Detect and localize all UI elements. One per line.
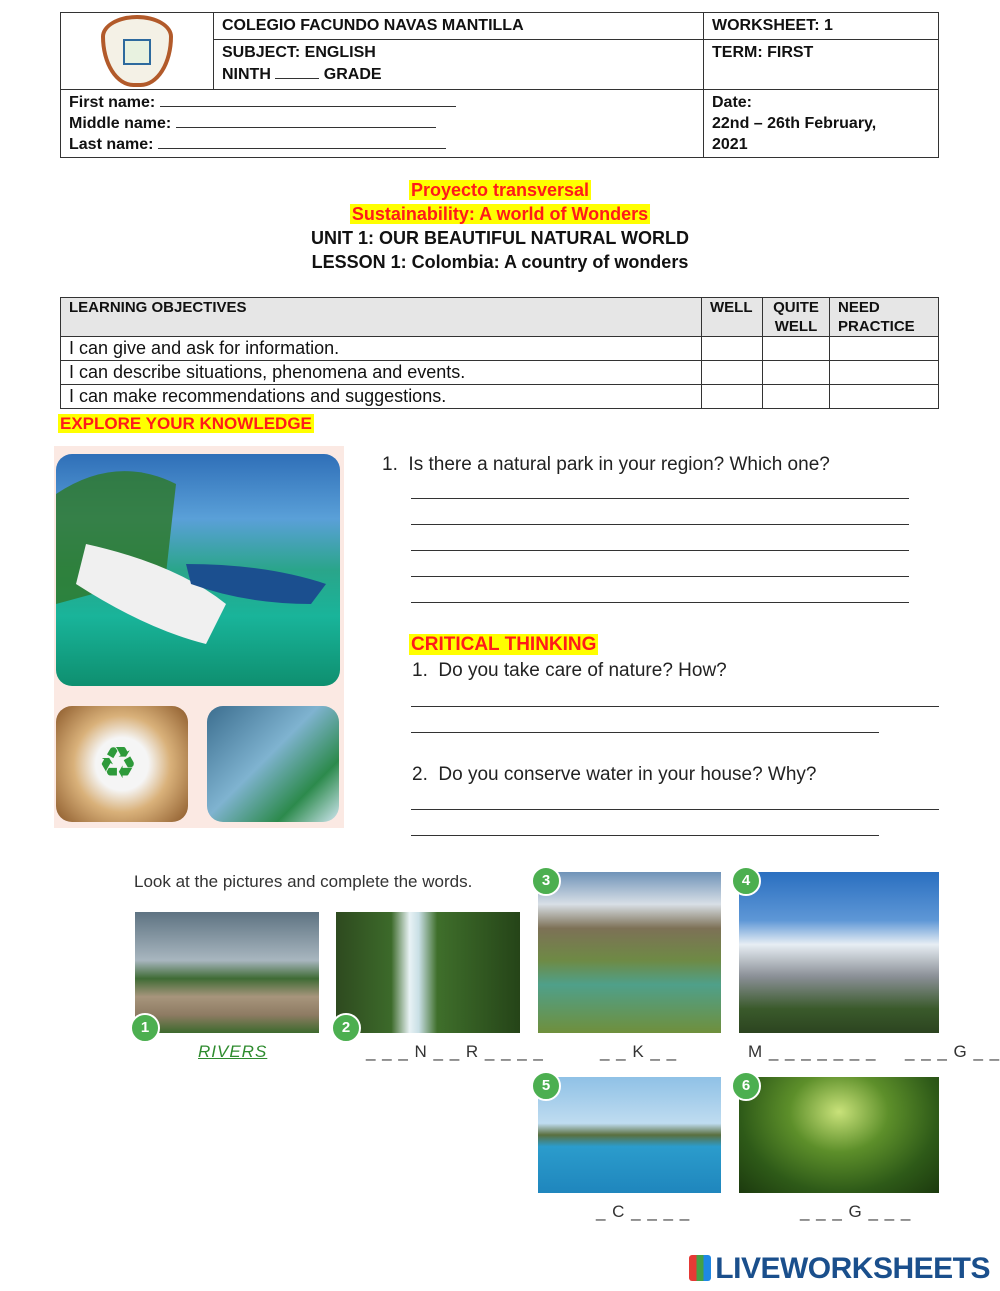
- critical-question-2: 2. Do you conserve water in your house? Why?: [412, 764, 817, 785]
- first-name-label: First name:: [69, 94, 156, 111]
- answer-line[interactable]: [411, 732, 879, 733]
- number-badge-5: 5: [531, 1071, 561, 1101]
- boats-illustration: [56, 454, 340, 686]
- answer-line[interactable]: [411, 835, 879, 836]
- check-cell[interactable]: [702, 361, 763, 385]
- word-blank-3[interactable]: _ _ K _ _: [600, 1042, 678, 1061]
- grade-blank[interactable]: [275, 64, 319, 79]
- jungle-image: [739, 1077, 939, 1193]
- critical-question-1: 1. Do you take care of nature? How?: [412, 660, 727, 681]
- header-table: [60, 12, 939, 158]
- answer-line[interactable]: [411, 809, 939, 810]
- subject: SUBJECT: ENGLISH: [222, 44, 376, 62]
- unit-title: UNIT 1: OUR BEAUTIFUL NATURAL WORLD: [311, 228, 689, 248]
- check-cell[interactable]: [702, 385, 763, 409]
- explore-heading: EXPLORE YOUR KNOWLEDGE: [60, 414, 312, 433]
- recycle-icon: ♻: [98, 739, 138, 788]
- number-badge-3: 3: [531, 866, 561, 896]
- table-row: I can give and ask for information.: [61, 337, 939, 361]
- liveworksheets-logo: LIVEWORKSHEETS: [689, 1252, 990, 1286]
- answer-line[interactable]: [411, 602, 909, 603]
- liveworksheets-icon: [689, 1255, 711, 1281]
- school-crest-icon: [101, 15, 173, 87]
- check-cell[interactable]: [830, 385, 939, 409]
- river-image: [135, 912, 319, 1033]
- objectives-table: [60, 297, 939, 409]
- word-answer-1[interactable]: RIVERS: [198, 1042, 268, 1061]
- school-name: COLEGIO FACUNDO NAVAS MANTILLA: [214, 13, 704, 40]
- number-badge-6: 6: [731, 1071, 761, 1101]
- term: TERM: FIRST: [704, 40, 939, 90]
- answer-line[interactable]: [411, 524, 909, 525]
- answer-line[interactable]: [411, 498, 909, 499]
- number-badge-1: 1: [130, 1013, 160, 1043]
- lake-image: [538, 872, 721, 1033]
- subject-grade: [214, 40, 704, 90]
- island-image: [538, 1077, 721, 1193]
- number-badge-2: 2: [331, 1013, 361, 1043]
- last-name-label: Last name:: [69, 136, 154, 153]
- theme-title: Sustainability: A world of Wonders: [351, 204, 649, 224]
- waterfall-image: [336, 912, 520, 1033]
- word-blank-5[interactable]: _ C _ _ _ _: [596, 1202, 691, 1221]
- mountain-image: [739, 872, 939, 1033]
- middle-name-field[interactable]: [176, 113, 436, 128]
- lesson-titles: [0, 178, 1000, 274]
- word-blank-2[interactable]: _ _ _ N _ _ R _ _ _ _: [366, 1042, 544, 1061]
- table-row: I can describe situations, phenomena and events.: [61, 361, 939, 385]
- check-cell[interactable]: [763, 337, 830, 361]
- answer-line[interactable]: [411, 550, 909, 551]
- last-name-field[interactable]: [158, 134, 446, 149]
- need-practice-header: NEED PRACTICE: [830, 298, 939, 337]
- answer-line[interactable]: [411, 576, 909, 577]
- worksheet-number: WORKSHEET: 1: [704, 13, 939, 40]
- first-name-field[interactable]: [160, 92, 456, 107]
- quite-well-header: QUITE WELL: [763, 298, 830, 337]
- number-badge-4: 4: [731, 866, 761, 896]
- boats-lagoon-image: [56, 454, 340, 686]
- explore-question-1: 1. Is there a natural park in your region? Which one?: [382, 454, 830, 475]
- exercise-instruction: Look at the pictures and complete the words.: [134, 872, 473, 891]
- grade-line: NINTH GRADE: [222, 66, 382, 84]
- table-row: I can make recommendations and suggestions.: [61, 385, 939, 409]
- student-names: [61, 90, 704, 158]
- answer-line[interactable]: [411, 706, 939, 707]
- check-cell[interactable]: [830, 361, 939, 385]
- lesson-title: LESSON 1: Colombia: A country of wonders: [311, 252, 689, 272]
- plastic-bottles-image: [207, 706, 339, 822]
- check-cell[interactable]: [702, 337, 763, 361]
- recycling-image: [56, 706, 188, 822]
- school-logo-cell: [61, 13, 214, 90]
- check-cell[interactable]: [830, 337, 939, 361]
- well-header: WELL: [702, 298, 763, 337]
- word-blank-6[interactable]: _ _ _ G _ _ _: [800, 1202, 912, 1221]
- date-cell: Date: 22nd – 26th February, 2021: [704, 90, 939, 158]
- project-title: Proyecto transversal: [410, 180, 590, 200]
- middle-name-label: Middle name:: [69, 115, 172, 132]
- check-cell[interactable]: [763, 361, 830, 385]
- word-blank-4[interactable]: M _ _ _ _ _ _ _ _ _ _ G _ _: [748, 1042, 1000, 1061]
- check-cell[interactable]: [763, 385, 830, 409]
- critical-heading: CRITICAL THINKING: [411, 634, 597, 655]
- objectives-header: LEARNING OBJECTIVES: [61, 298, 702, 337]
